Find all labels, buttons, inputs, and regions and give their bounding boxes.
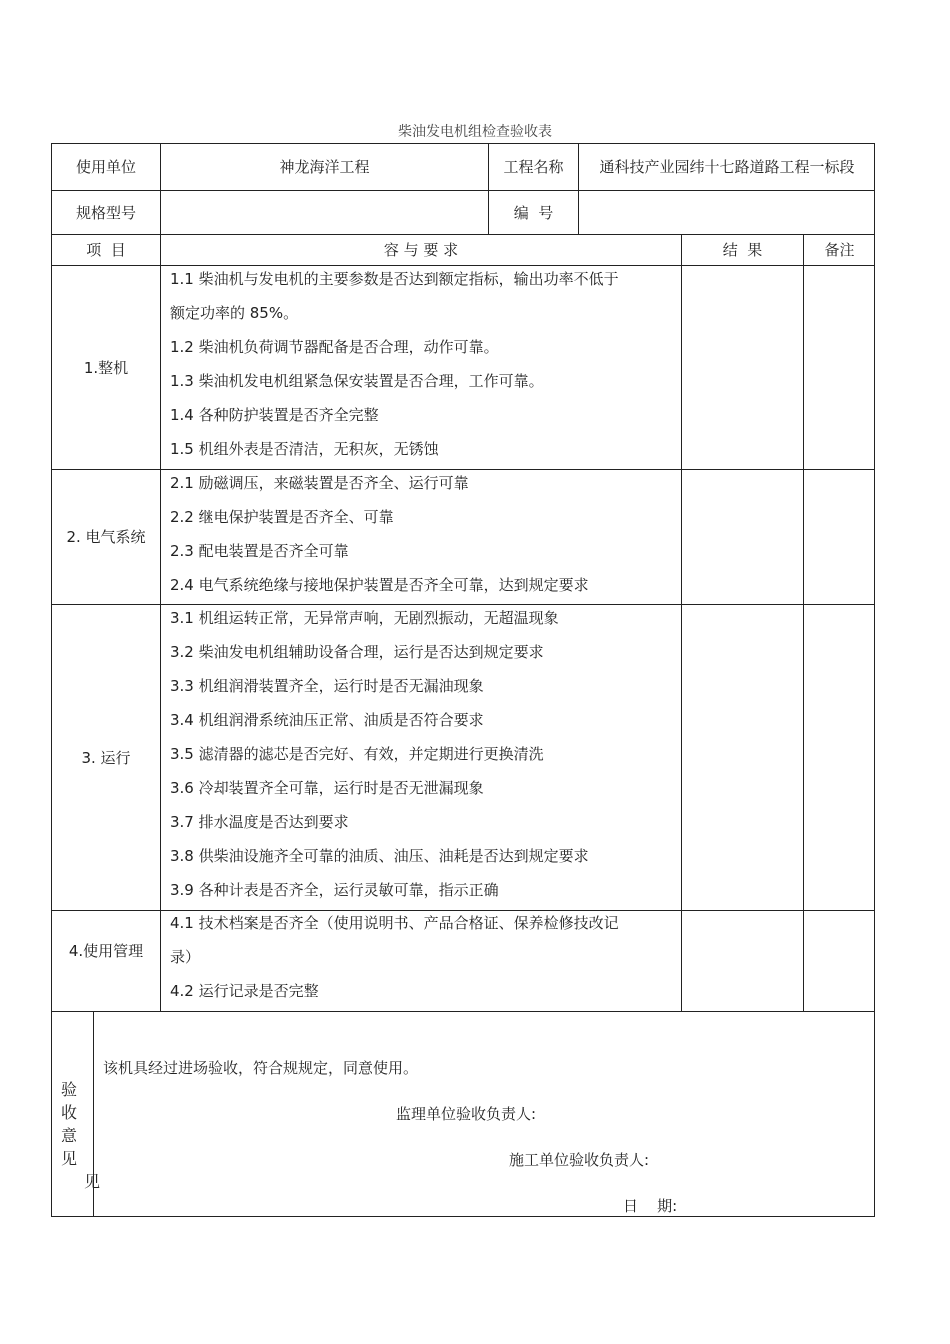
check-item: 录） [170, 948, 201, 966]
check-item: 3.6 冷却装置齐全可靠，运行时是否无泄漏现象 [170, 779, 484, 797]
check-item: 3.8 供柴油设施齐全可靠的油质、油压、油耗是否达到规定要求 [170, 847, 589, 865]
check-item: 3.1 机组运转正常，无异常声响，无剧烈振动，无超温现象 [170, 609, 559, 627]
section-name: 4.使用管理 [68, 942, 144, 960]
column-content-text: 容 与 要 求 [383, 241, 459, 259]
section-name: 1.整机 [83, 358, 129, 377]
model-value [161, 191, 488, 234]
column-remark: 备注 [824, 241, 855, 259]
contractor-signature-label: 施工单位验收负责人: [509, 1151, 650, 1169]
section-items [170, 906, 680, 1008]
check-item: 1.4 各种防护装置是否齐全完整 [170, 406, 379, 424]
use-unit-value: 神龙海洋工程 [279, 158, 370, 176]
check-item: 额定功率的 85%。 [170, 304, 299, 322]
check-item: 3.4 机组润滑系统油压正常、油质是否符合要求 [170, 711, 484, 729]
opinion-label: 验收意见 [60, 1080, 77, 1168]
column-item [52, 235, 160, 265]
check-item: 2.4 电气系统绝缘与接地保护装置是否齐全可靠，达到规定要求 [170, 576, 589, 594]
column-content [161, 235, 681, 265]
project-name-value: 通科技产业园纬十七路道路工程一标段 [599, 158, 855, 176]
section-items [170, 601, 680, 907]
number-label [489, 191, 578, 234]
check-item: 1.5 机组外表是否清洁，无积灰，无锈蚀 [170, 440, 439, 458]
check-item: 1.3 柴油机发电机组紧急保安装置是否合理，工作可靠。 [170, 372, 544, 390]
supervisor-signature-label: 监理单位验收负责人: [396, 1105, 537, 1123]
check-item: 2.2 继电保护装置是否齐全、可靠 [170, 508, 394, 526]
number-value [579, 191, 875, 234]
document-title: 柴油发电机组检查验收表 [398, 124, 552, 140]
section-items [170, 466, 680, 602]
project-name-label: 工程名称 [503, 158, 564, 176]
table-rule [681, 234, 682, 1012]
column-item-text: 项 目 [86, 241, 126, 259]
check-item: 2.3 配电装置是否齐全可靠 [170, 542, 349, 560]
check-item: 4.2 运行记录是否完整 [170, 982, 319, 1000]
check-item: 3.3 机组润滑装置齐全，运行时是否无漏油现象 [170, 677, 484, 695]
check-item: 1.2 柴油机负荷调节器配备是否合理，动作可靠。 [170, 338, 499, 356]
opinion-label-extra: 见 [84, 1172, 101, 1191]
check-item: 2.1 励磁调压，来磁装置是否齐全、运行可靠 [170, 474, 469, 492]
date-label: 日 期: [623, 1197, 678, 1215]
check-item: 3.9 各种计表是否齐全，运行灵敏可靠，指示正确 [170, 881, 499, 899]
check-item: 4.1 技术档案是否齐全（使用说明书、产品合格证、保养检修技改记 [170, 914, 619, 932]
table-rule [51, 1011, 875, 1012]
column-result-text: 结 果 [722, 241, 763, 259]
check-item: 3.7 排水温度是否达到要求 [170, 813, 349, 831]
column-result [682, 235, 803, 265]
table-rule [803, 234, 804, 1012]
check-item: 3.5 滤清器的滤芯是否完好、有效，并定期进行更换清洗 [170, 745, 544, 763]
section-name: 2. 电气系统 [66, 528, 146, 546]
section-name: 3. 运行 [81, 748, 131, 767]
acceptance-statement: 该机具经过进场验收，符合规规定，同意使用。 [103, 1059, 419, 1077]
use-unit-label: 使用单位 [75, 158, 136, 176]
table-rule [160, 234, 161, 1012]
check-item: 1.1 柴油机与发电机的主要参数是否达到额定指标，输出功率不低于 [170, 270, 619, 288]
section-items [170, 262, 680, 466]
check-item: 3.2 柴油发电机组辅助设备合理，运行是否达到规定要求 [170, 643, 544, 661]
model-label: 规格型号 [75, 203, 136, 222]
number-label-text: 编 号 [513, 203, 554, 222]
